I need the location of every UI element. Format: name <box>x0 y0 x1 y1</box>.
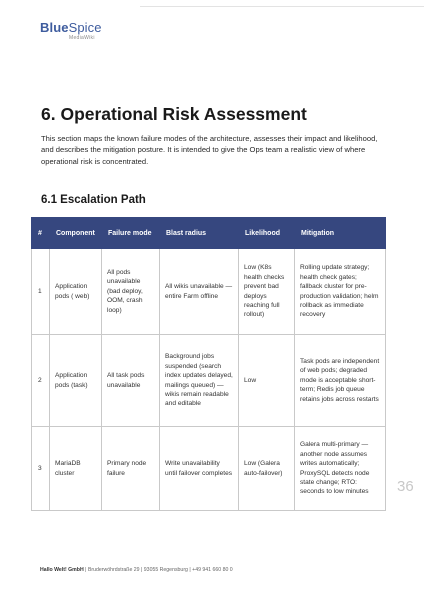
cell-failure-mode: Primary node failure <box>102 427 160 511</box>
cell-number: 1 <box>32 249 50 335</box>
page-number: 36 <box>397 478 414 495</box>
logo-subtitle: MediaWiki <box>69 35 95 41</box>
cell-mitigation: Rolling update strategy; health check gates; fallback cluster for pre-production validation; helm rollback as immediate recovery <box>295 249 386 335</box>
cell-number: 2 <box>32 335 50 427</box>
cell-component: MariaDB cluster <box>50 427 102 511</box>
cell-component: Application pods (task) <box>50 335 102 427</box>
table-row <box>32 427 386 511</box>
table-header-row <box>32 218 386 249</box>
cell-failure-mode: All task pods unavailable <box>102 335 160 427</box>
footer-address: | Bruderwöhrdstraße 29 | 93055 Regensburg | +49 941 660 80 0 <box>85 567 233 573</box>
cell-mitigation: Task pods are independent of web pods; degraded mode is acceptable short-term; Redis job queue retains jobs across restarts <box>295 335 386 427</box>
cell-likelihood: Low <box>239 335 295 427</box>
header-rule <box>140 6 424 7</box>
table-row <box>32 335 386 427</box>
cell-component: Application pods ( web) <box>50 249 102 335</box>
page-footer <box>40 567 233 573</box>
cell-likelihood: Low (K8s health checks prevent bad deploys reaching full rollout) <box>239 249 295 335</box>
col-header-blast-radius: Blast radius <box>160 218 239 249</box>
section-title: 6. Operational Risk Assessment <box>41 104 307 124</box>
table-row <box>32 249 386 335</box>
section-intro: This section maps the known failure modes of the architecture, assesses their impact and likelihood, and describes the mitigation posture. It is intended to give the Ops team a realistic view of where operational risk is concentrated. <box>41 134 378 166</box>
col-header-mitigation: Mitigation <box>295 218 386 249</box>
cell-likelihood: Low (Galera auto-failover) <box>239 427 295 511</box>
cell-blast-radius: Write unavailability until failover completes <box>160 427 239 511</box>
escalation-table <box>31 217 386 511</box>
col-header-failure-mode: Failure mode <box>102 218 160 249</box>
cell-mitigation: Galera multi-primary — another node assumes writes automatically; ProxySQL detects node state change; RTO: seconds to low minutes <box>295 427 386 511</box>
cell-number: 3 <box>32 427 50 511</box>
bluespice-logo <box>40 20 102 41</box>
cell-blast-radius: Background jobs suspended (search index updates delayed, mailings queued) — wikis remain readable and editable <box>160 335 239 427</box>
logo-text-blue: Blue <box>40 20 69 35</box>
subsection-title: 6.1 Escalation Path <box>41 194 146 206</box>
col-header-component: Component <box>50 218 102 249</box>
cell-blast-radius: All wikis unavailable — entire Farm offline <box>160 249 239 335</box>
col-header-likelihood: Likelihood <box>239 218 295 249</box>
logo-text-spice: Spice <box>68 20 102 35</box>
cell-failure-mode: All pods unavailable (bad deploy, OOM, crash loop) <box>102 249 160 335</box>
footer-company: Hallo Welt! GmbH <box>40 567 84 573</box>
col-header-number: # <box>32 218 50 249</box>
